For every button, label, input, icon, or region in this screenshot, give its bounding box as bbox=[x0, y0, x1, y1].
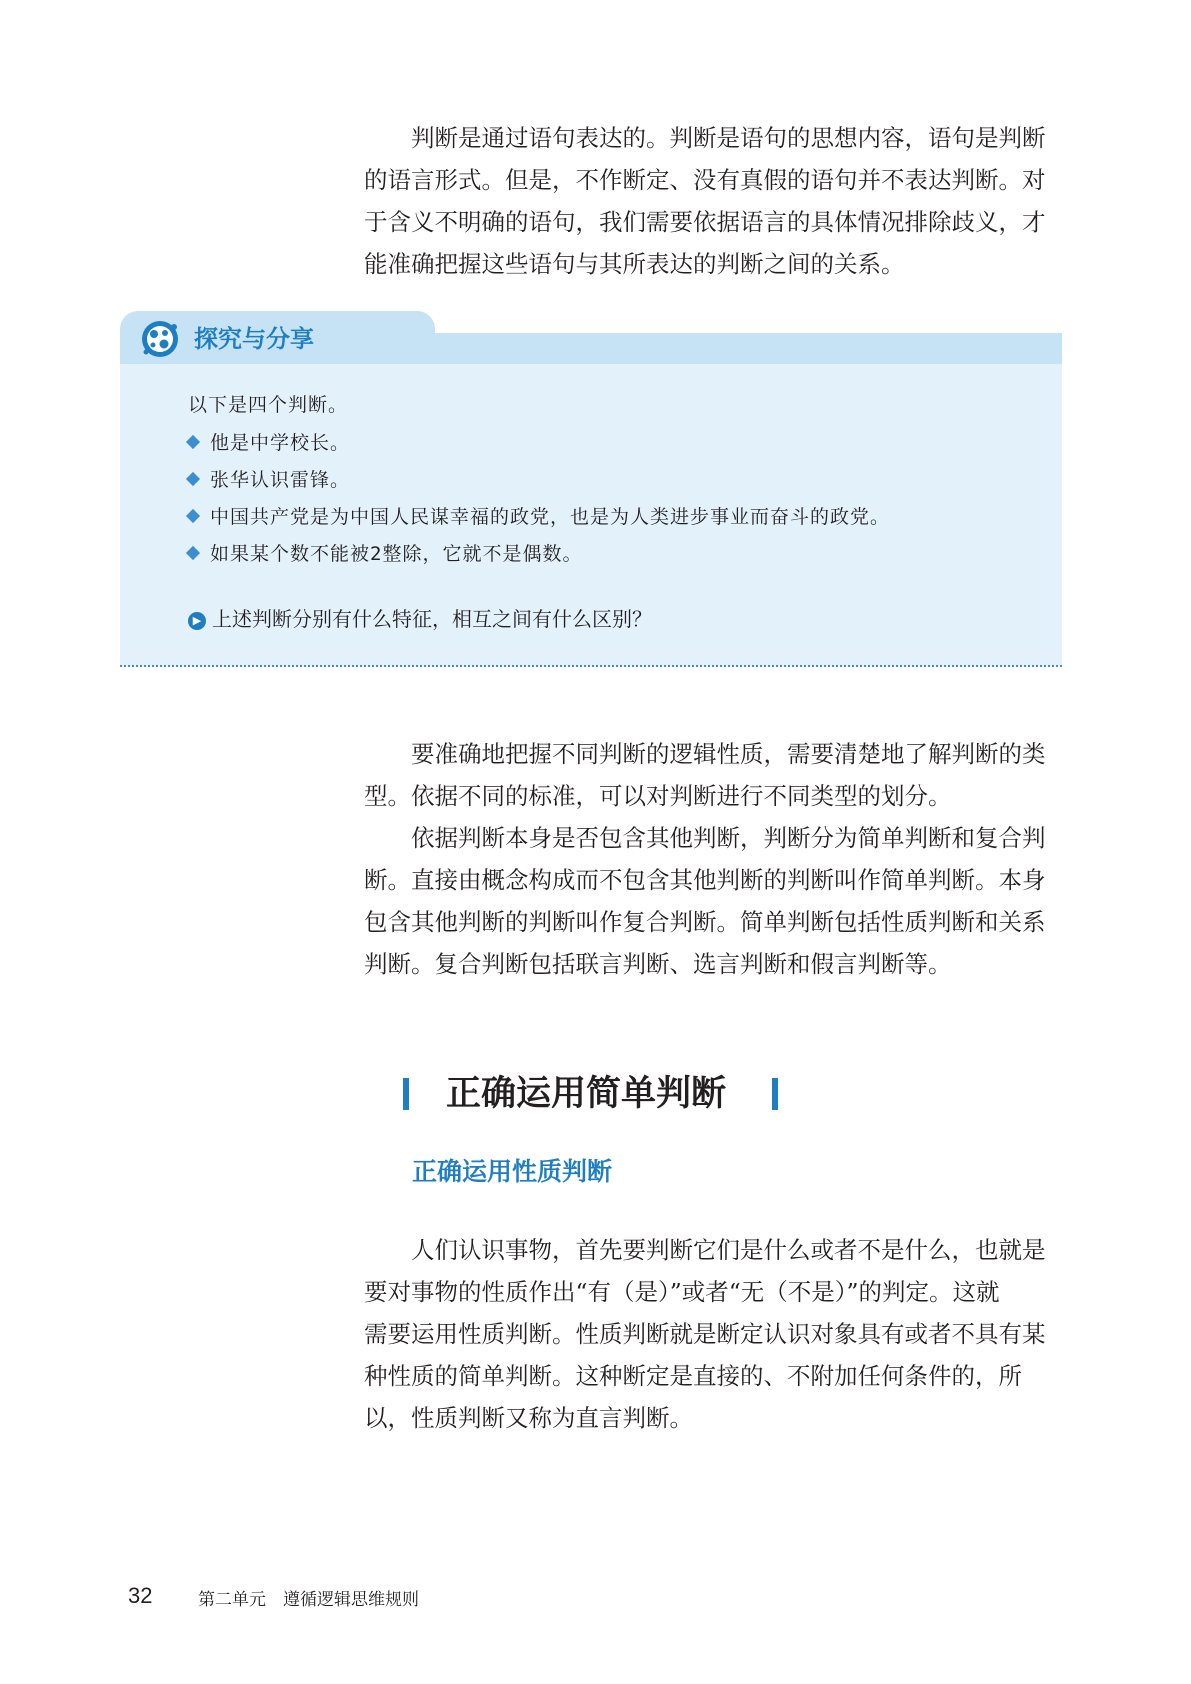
explore-icon bbox=[140, 319, 180, 359]
text-line: 型。依据不同的标准，可以对判断进行不同类型的划分。 bbox=[364, 782, 952, 810]
running-footer: 第二单元 遵循逻辑思维规则 bbox=[198, 1590, 419, 1610]
list-item bbox=[188, 540, 582, 568]
diamond-bullet-icon bbox=[186, 435, 200, 449]
text-line: 要准确地把握不同判断的逻辑性质，需要清楚地了解判断的类 bbox=[411, 740, 1046, 768]
text-line: 种性质的简单判断。这种断定是直接的、不附加任何条件的，所 bbox=[364, 1362, 1022, 1390]
section-title-bar-left bbox=[403, 1078, 409, 1110]
types-paragraph bbox=[364, 733, 1064, 817]
question-text: 上述判断分别有什么特征，相互之间有什么区别？ bbox=[212, 607, 652, 631]
text-line: 需要运用性质判断。性质判断就是断定认识对象具有或者不具有某 bbox=[364, 1320, 1046, 1348]
subsection-title: 正确运用性质判断 bbox=[412, 1157, 613, 1186]
text-line: 要对事物的性质作出“有（是）”或者“无（不是）”的判定。这就 bbox=[364, 1278, 1000, 1306]
explore-title: 探究与分享 bbox=[194, 325, 314, 353]
list-item-text: 中国共产党是为中国人民谋幸福的政党，也是为人类进步事业而奋斗的政党。 bbox=[210, 506, 891, 528]
text-line: 人们认识事物，首先要判断它们是什么或者不是什么，也就是 bbox=[411, 1236, 1046, 1264]
text-line: 以，性质判断又称为直言判断。 bbox=[364, 1404, 693, 1432]
text-line: 的语言形式。但是，不作断定、没有真假的语句并不表达判断。对 bbox=[364, 166, 1046, 194]
list-item bbox=[188, 466, 350, 494]
list-item-text: 如果某个数不能被2整除，它就不是偶数。 bbox=[210, 543, 583, 565]
simple-compound-paragraph bbox=[364, 817, 1064, 985]
text-line: 包含其他判断的判断叫作复合判断。简单判断包括性质判断和关系 bbox=[364, 908, 1046, 936]
explore-intro: 以下是四个判断。 bbox=[188, 394, 349, 416]
section-title-bar-right bbox=[772, 1078, 778, 1110]
diamond-bullet-icon bbox=[186, 546, 200, 560]
section-title: 正确运用简单判断 bbox=[446, 1074, 727, 1114]
diamond-bullet-icon bbox=[186, 509, 200, 523]
text-line: 于含义不明确的语句，我们需要依据语言的具体情况排除歧义，才 bbox=[364, 208, 1046, 236]
list-item-text: 他是中学校长。 bbox=[210, 432, 351, 454]
list-item-text: 张华认识雷锋。 bbox=[210, 469, 351, 491]
text-line: 能准确把握这些语句与其所表达的判断之间的关系。 bbox=[364, 250, 905, 278]
intro-paragraph bbox=[364, 117, 1064, 285]
text-line: 判断是通过语句表达的。判断是语句的思想内容，语句是判断 bbox=[411, 124, 1046, 152]
text-line: 断。直接由概念构成而不包含其他判断的判断叫作简单判断。本身 bbox=[364, 866, 1046, 894]
list-item bbox=[188, 503, 890, 531]
explore-question bbox=[188, 604, 652, 634]
text-line: 依据判断本身是否包含其他判断，判断分为简单判断和复合判 bbox=[411, 824, 1046, 852]
list-item bbox=[188, 429, 350, 457]
page-number: 32 bbox=[128, 1583, 153, 1608]
play-arrow-icon: ▶ bbox=[188, 612, 206, 630]
explore-box-divider bbox=[120, 665, 1062, 667]
diamond-bullet-icon bbox=[186, 472, 200, 486]
text-line: 判断。复合判断包括联言判断、选言判断和假言判断等。 bbox=[364, 950, 952, 978]
property-paragraph bbox=[364, 1229, 1064, 1439]
